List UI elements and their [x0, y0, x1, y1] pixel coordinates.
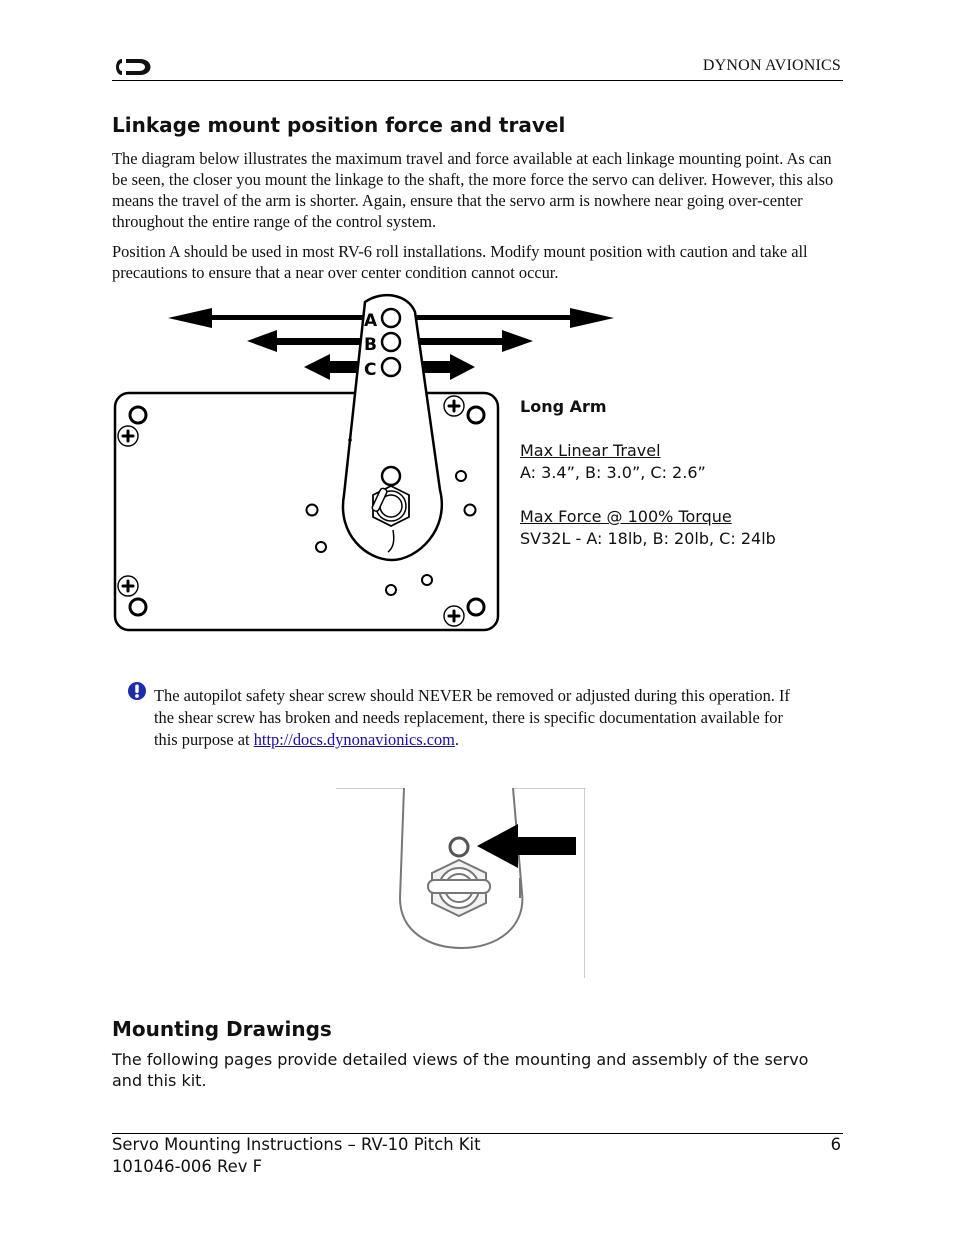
docs-link[interactable]: http://docs.dynonavionics.com [253, 730, 455, 749]
footer-title: Servo Mounting Instructions – RV-10 Pitch Kit [112, 1135, 481, 1154]
header-rule [112, 80, 843, 81]
header-company: DYNON AVIONICS [702, 57, 841, 74]
page-number: 6 [830, 1135, 841, 1154]
section-heading-linkage: Linkage mount position force and travel [112, 113, 566, 137]
footer-left [112, 1134, 481, 1178]
long-arm-specs [520, 396, 840, 550]
travel-heading: Max Linear Travel [520, 441, 661, 460]
footer-part-number: 101046-006 Rev F [112, 1157, 263, 1176]
force-heading: Max Force @ 100% Torque [520, 507, 732, 526]
label-c: C [364, 360, 377, 380]
label-a: A [364, 311, 378, 331]
label-b: B [364, 335, 377, 355]
section-heading-mounting: Mounting Drawings [112, 1017, 332, 1041]
warning-text-body: The autopilot safety shear screw should NEVER be removed or adjusted during this operation. If the shear screw has broken and needs replacement, there is specific documentation available for this purpose at [154, 686, 790, 749]
intro-paragraph: The diagram below illustrates the maximum travel and force available at each linkage mounting point. As can be seen, the closer you mount the linkage to the shaft, the more force the servo can deliver. However, this also means the travel of the arm is shorter. Again, ensure that the servo arm is nowhere near going over-center throughout the entire range of the control system. [112, 149, 834, 231]
linkage-holes [382, 309, 400, 376]
position-paragraph: Position A should be used in most RV-6 roll installations. Modify mount position with caution and take all precautions to ensure that a near over center condition cannot occur. [112, 242, 808, 282]
force-values: SV32L - A: 18lb, B: 20lb, C: 24lb [520, 529, 776, 548]
warning-text [154, 685, 794, 751]
dynon-logo [112, 56, 156, 78]
shear-screw-detail [336, 788, 586, 978]
warning-text-end: . [454, 730, 460, 749]
travel-values: A: 3.4”, B: 3.0”, C: 2.6” [520, 463, 706, 482]
mounting-paragraph: The following pages provide detailed views of the mounting and assembly of the servo and this kit. [112, 1050, 809, 1090]
specs-title: Long Arm [520, 397, 607, 416]
warning-icon [127, 681, 147, 701]
